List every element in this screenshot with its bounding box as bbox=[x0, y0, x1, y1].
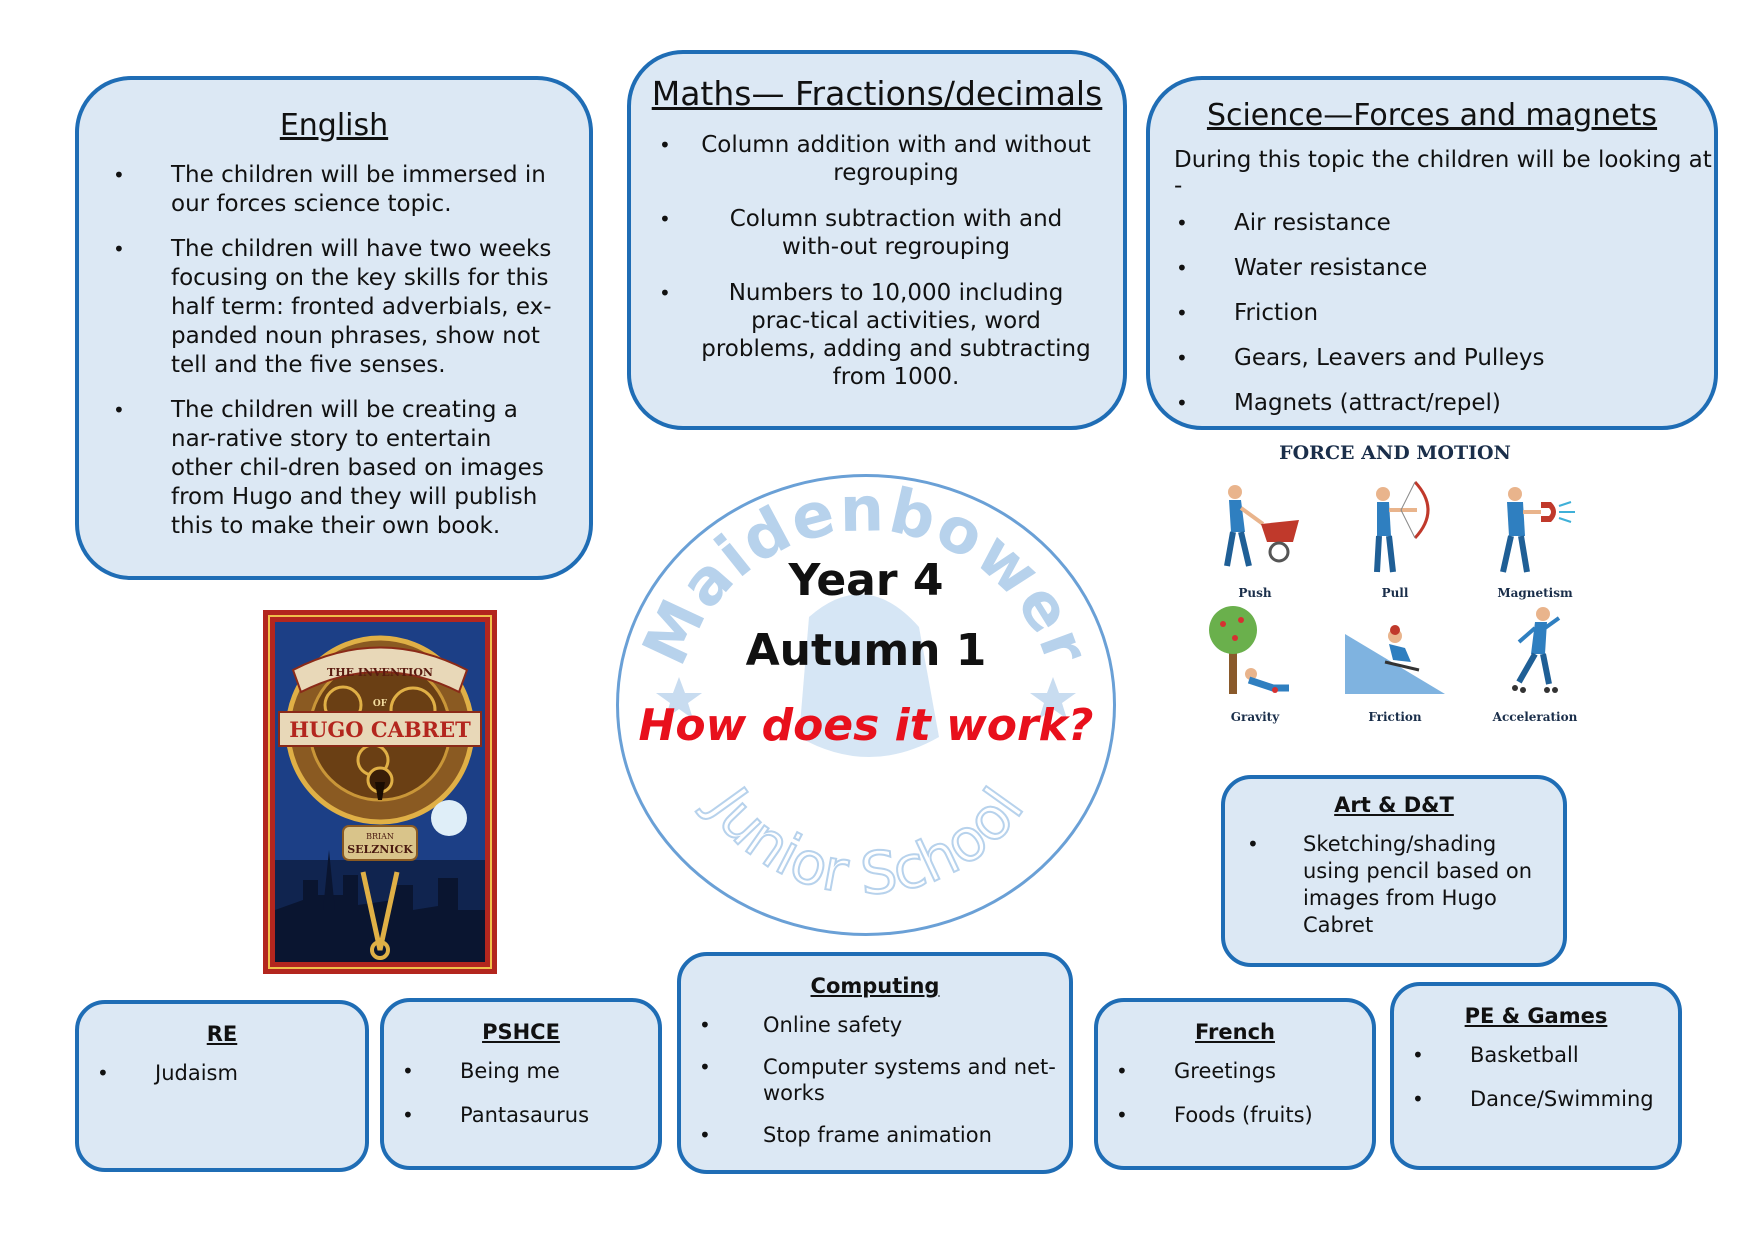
magnetism-illustration bbox=[1470, 480, 1600, 600]
list-item: • Computer systems and net-works bbox=[695, 1054, 1059, 1106]
push-icon bbox=[1205, 480, 1305, 580]
list-item: • Column subtraction with and with-out regrouping bbox=[655, 205, 1093, 261]
friction-label: Friction bbox=[1368, 710, 1422, 724]
pe-games-list bbox=[1408, 1042, 1668, 1112]
gravity-label: Gravity bbox=[1230, 710, 1280, 724]
force-motion-title: FORCE AND MOTION bbox=[1279, 442, 1511, 464]
maths-list bbox=[655, 131, 1093, 391]
re-list bbox=[93, 1060, 355, 1086]
pe-games-panel bbox=[1390, 982, 1682, 1170]
list-item: • Water resistance bbox=[1172, 254, 1694, 283]
svg-text:Junior School bbox=[694, 773, 1037, 908]
list-item: • The children will have two weeks focusing on the key skills for this half term: fronted adverbials, ex-panded noun phrases, show not tell and the five senses. bbox=[109, 235, 555, 380]
english-heading: English bbox=[279, 108, 389, 143]
french-panel bbox=[1094, 998, 1376, 1170]
watermark-top-text: Maidenbower bbox=[627, 477, 1105, 676]
push-label: Push bbox=[1238, 586, 1272, 600]
list-item: • Being me bbox=[398, 1058, 648, 1084]
school-logo-circle bbox=[616, 474, 1116, 936]
hugo-cabret-book-cover bbox=[263, 610, 497, 974]
maths-heading: Maths— Fractions/decimals bbox=[651, 74, 1103, 113]
computing-panel bbox=[677, 952, 1073, 1174]
list-item: • Basketball bbox=[1408, 1042, 1668, 1068]
list-item: • Online safety bbox=[695, 1012, 1059, 1038]
gravity-illustration bbox=[1190, 604, 1320, 724]
acceleration-illustration bbox=[1470, 604, 1600, 724]
sled-icon bbox=[1345, 604, 1445, 704]
list-item: • Foods (fruits) bbox=[1112, 1102, 1362, 1128]
book-author-first: BRIAN bbox=[366, 832, 394, 841]
apple-tree-icon bbox=[1205, 604, 1305, 704]
pshce-heading: PSHCE bbox=[482, 1020, 560, 1044]
acceleration-label: Acceleration bbox=[1492, 710, 1578, 724]
art-dt-list bbox=[1243, 831, 1545, 939]
list-item: • Numbers to 10,000 including prac-tical activities, word problems, adding and subtracting from 1000. bbox=[655, 279, 1093, 391]
science-panel bbox=[1146, 76, 1718, 430]
book-title-top: THE INVENTION bbox=[327, 666, 433, 679]
roller-skater-icon bbox=[1485, 604, 1585, 704]
pull-illustration bbox=[1330, 480, 1460, 600]
push-illustration bbox=[1190, 480, 1320, 600]
science-heading: Science—Forces and magnets bbox=[1206, 98, 1658, 133]
english-panel bbox=[75, 76, 593, 580]
pe-games-heading: PE & Games bbox=[1464, 1004, 1608, 1028]
topic-question: How does it work? bbox=[638, 700, 1094, 751]
list-item: • Judaism bbox=[93, 1060, 355, 1086]
science-intro: During this topic the children will be looking at - bbox=[1174, 147, 1712, 199]
maths-panel bbox=[627, 50, 1127, 430]
list-item: • Friction bbox=[1172, 299, 1694, 328]
art-dt-heading: Art & D&T bbox=[1334, 793, 1454, 817]
pshce-list bbox=[398, 1058, 648, 1128]
force-and-motion-infographic bbox=[1190, 440, 1600, 730]
list-item: • The children will be immersed in our forces science topic. bbox=[109, 161, 555, 219]
re-panel bbox=[75, 1000, 369, 1172]
list-item: • Pantasaurus bbox=[398, 1102, 648, 1128]
science-list bbox=[1172, 209, 1694, 418]
english-list bbox=[109, 161, 555, 541]
list-item: • Air resistance bbox=[1172, 209, 1694, 238]
book-author-last: SELZNICK bbox=[347, 843, 413, 856]
re-heading: RE bbox=[206, 1022, 238, 1046]
pshce-panel bbox=[380, 998, 662, 1170]
watermark-bottom-text: Junior School bbox=[695, 775, 1037, 909]
computing-list bbox=[695, 1012, 1059, 1148]
book-title-of: OF bbox=[372, 699, 388, 709]
year-title: Year 4 bbox=[788, 555, 944, 606]
term-title: Autumn 1 bbox=[745, 625, 987, 676]
french-list bbox=[1112, 1058, 1362, 1128]
magnet-icon bbox=[1485, 480, 1585, 580]
french-heading: French bbox=[1195, 1020, 1275, 1044]
list-item: • The children will be creating a nar-rative story to entertain other chil-dren based on images from Hugo and they will publish this to make their own book. bbox=[109, 396, 555, 541]
list-item: • Sketching/shading using pencil based on images from Hugo Cabret bbox=[1243, 831, 1545, 939]
list-item: • Stop frame animation bbox=[695, 1122, 1059, 1148]
list-item: • Gears, Leavers and Pulleys bbox=[1172, 344, 1694, 373]
friction-illustration bbox=[1330, 604, 1460, 724]
list-item: • Column addition with and without regrouping bbox=[655, 131, 1093, 187]
pull-icon bbox=[1345, 480, 1445, 580]
art-dt-panel bbox=[1221, 775, 1567, 967]
pull-label: Pull bbox=[1381, 586, 1409, 600]
list-item: • Greetings bbox=[1112, 1058, 1362, 1084]
computing-heading: Computing bbox=[810, 974, 940, 998]
list-item: • Magnets (attract/repel) bbox=[1172, 389, 1694, 418]
list-item: • Dance/Swimming bbox=[1408, 1086, 1668, 1112]
magnetism-label: Magnetism bbox=[1497, 586, 1573, 600]
book-title-main: HUGO CABRET bbox=[289, 717, 471, 742]
